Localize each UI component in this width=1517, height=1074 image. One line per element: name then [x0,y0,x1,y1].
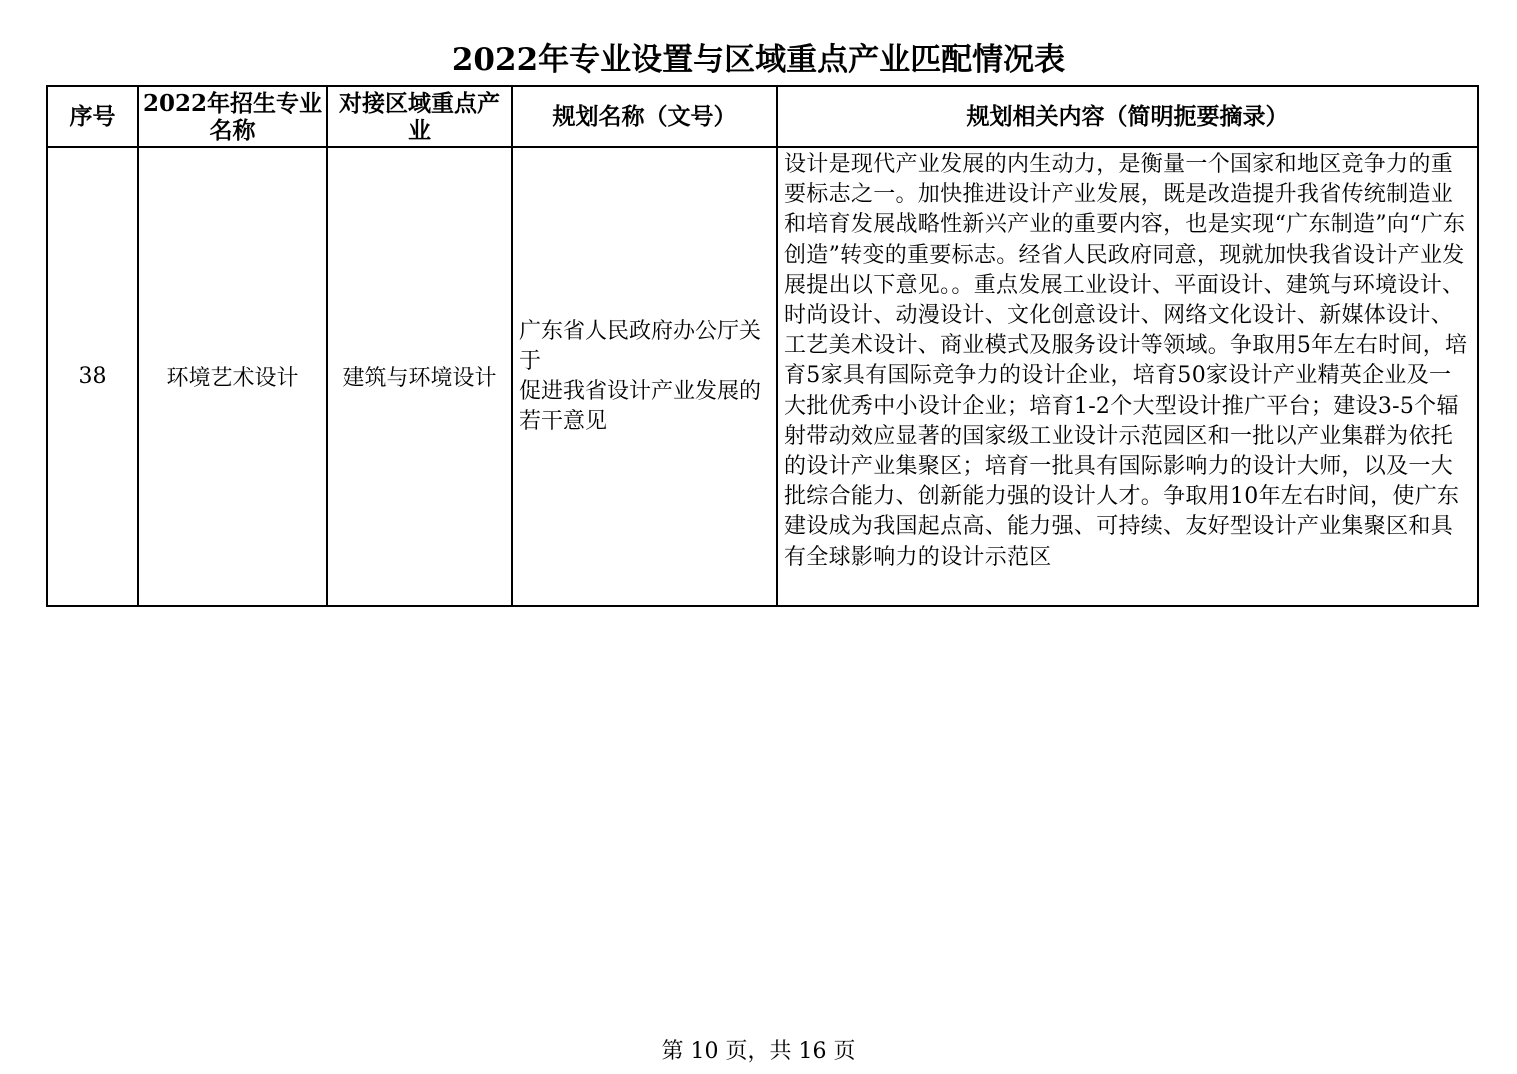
cell-content: 设计是现代产业发展的内生动力，是衡量一个国家和地区竞争力的重要标志之一。加快推进设计产业发展，既是改造提升我省传统制造业和培育发展战略性新兴产业的重要内容，也是实现“广东制造”向“广东创造”转变的重要标志。经省人民政府同意，现就加快我省设计产业发展提出以下意见。。重点发展工业设计、平面设计、建筑与环境设计、时尚设计、动漫设计、文化创意设计、网络文化设计、新媒体设计、工艺美术设计、商业模式及服务设计等领域。争取用5年左右时间，培育5家具有国际竞争力的设计企业，培育50家设计产业精英企业及一大批优秀中小设计企业；培育1-2个大型设计推广平台；建设3-5个辐射带动效应显著的国家级工业设计示范园区和一批以产业集群为依托的设计产业集聚区；培育一批具有国际影响力的设计大师，以及一大批综合能力、创新能力强的设计人才。争取用10年左右时间，使广东建设成为我国起点高、能力强、可持续、友好型设计产业集聚区和具有全球影响力的设计示范区 [777,147,1478,606]
cell-major: 环境艺术设计 [138,147,327,606]
table-row [47,147,1478,606]
matching-table [46,85,1479,607]
page-footer: 第 10 页，共 16 页 [661,1039,856,1064]
plan-line: 广东省人民政府办公厅关于 [519,318,762,374]
cell-plan [512,147,777,606]
header-seq: 序号 [47,86,138,147]
header-industry: 对接区域重点产业 [327,86,512,147]
header-plan: 规划名称（文号） [512,86,777,147]
table-header-row [47,86,1478,147]
document-title: 2022年专业设置与区域重点产业匹配情况表 [451,42,1066,78]
header-major: 2022年招生专业名称 [138,86,327,147]
cell-industry: 建筑与环境设计 [327,147,512,606]
header-content: 规划相关内容（简明扼要摘录） [777,86,1478,147]
plan-line: 促进我省设计产业发展的若干意见 [519,378,762,434]
cell-seq: 38 [47,147,138,606]
